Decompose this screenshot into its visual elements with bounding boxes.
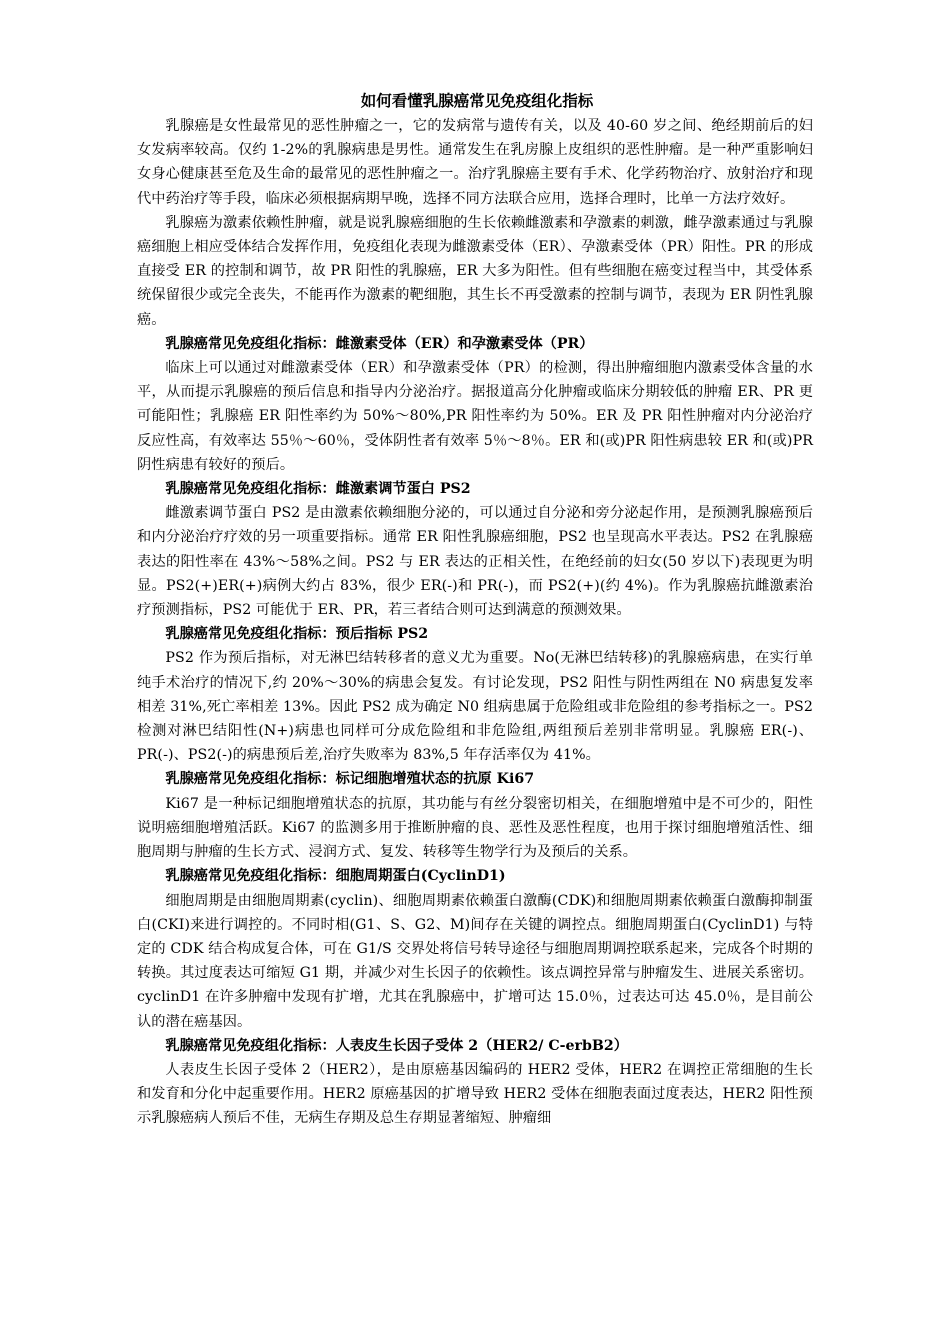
document-page [137, 88, 813, 1131]
section-paragraph: Ki67 是一种标记细胞增殖状态的抗原，其功能与有丝分裂密切相关，在细胞增殖中是不可少的，阳性说明癌细胞增殖活跃。Ki67 的监测多用于推断肿瘤的良、恶性及恶性程度，也用于探讨细胞增殖活性、细胞周期与肿瘤的生长方式、浸润方式、复发、转移等生物学行为及预后的关系。 [137, 795, 813, 861]
section-er-pr [137, 332, 813, 477]
section-heading: 乳腺癌常见免疫组化指标：预后指标 PS2 [165, 626, 429, 643]
section-heading: 乳腺癌常见免疫组化指标：细胞周期蛋白(CyclinD1) [165, 868, 506, 885]
document-title: 如何看懂乳腺癌常见免疫组化指标 [360, 91, 594, 110]
section-heading: 乳腺癌常见免疫组化指标：雌激素调节蛋白 PS2 [165, 481, 471, 498]
section-heading: 乳腺癌常见免疫组化指标：雌激素受体（ER）和孕激素受体（PR） [165, 335, 594, 352]
section-ps2-regulation [137, 477, 813, 622]
section-ki67 [137, 767, 813, 864]
section-paragraph: PS2 作为预后指标，对无淋巴结转移者的意义尤为重要。No(无淋巴结转移)的乳腺癌病患，在实行单纯手术治疗的情况下,约 20%～30%的病患会复发。有讨论发现，PS2 阳性与阴性两组在 N0 病患复发率相差 31%,死亡率相差 13%。因此 PS2 成为确定 N0 组病患属于危险组或非危险组的参考指标之一。PS2 检测对淋巴结阳性(N+)病患也同样可分成危险组和非危险组,两组预后差别非常明显。乳腺癌 ER(-)、PR(-)、PS2(-)的病患预后差,治疗失败率为 83%,5 年存活率仅为 41%。 [137, 650, 813, 764]
section-heading: 乳腺癌常见免疫组化指标：人表皮生长因子受体 2（HER2/ C-erbB2） [165, 1037, 628, 1054]
section-paragraph: 人表皮生长因子受体 2（HER2），是由原癌基因编码的 HER2 受体，HER2 在调控正常细胞的生长和发育和分化中起重要作用。HER2 原癌基因的扩增导致 HER2 受体在细胞表面过度表达，HER2 阳性预示乳腺癌病人预后不佳，无病生存期及总生存期显著缩短、肿瘤细 [137, 1061, 813, 1127]
section-cyclind1 [137, 864, 813, 1033]
section-ps2-prognosis [137, 622, 813, 767]
intro-paragraph-2: 乳腺癌为激素依赖性肿瘤，就是说乳腺癌细胞的生长依赖雌激素和孕激素的刺激，雌孕激素通过与乳腺癌细胞上相应受体结合发挥作用，免疫组化表现为雌激素受体（ER）、孕激素受体（PR）阳性。PR 的形成直接受 ER 的控制和调节，故 PR 阳性的乳腺癌，ER 大多为阳性。但有些细胞在癌变过程当中，其受体系统保留很少或完全丧失，不能再作为激素的靶细胞，其生长不再受激素的控制与调节，表现为 ER 阴性乳腺癌。 [137, 214, 813, 328]
section-paragraph: 雌激素调节蛋白 PS2 是由激素依赖细胞分泌的，可以通过自分泌和旁分泌起作用，是预测乳腺癌预后和内分泌治疗疗效的另一项重要指标。通常 ER 阳性乳腺癌细胞，PS2 也呈现高水平表达。PS2 在乳腺癌表达的阳性率在 43%～58%之间。PS2 与 ER 表达的正相关性，在绝经前的妇女(50 岁以下)表现更为明显。PS2(+)ER(+)病例大约占 83%，很少 ER(-)和 PR(-)，而 PS2(+)(约 4%)。作为乳腺癌抗雌激素治疗预测指标，PS2 可能优于 ER、PR，若三者结合则可达到满意的预测效果。 [137, 505, 813, 619]
section-her2 [137, 1034, 813, 1131]
section-paragraph: 临床上可以通过对雌激素受体（ER）和孕激素受体（PR）的检测，得出肿瘤细胞内激素受体含量的水平，从而提示乳腺癌的预后信息和指导内分泌治疗。据报道高分化肿瘤或临床分期较低的肿瘤 ER、PR 更可能阳性；乳腺癌 ER 阳性率约为 50%～80%,PR 阳性率约为 50%。ER 及 PR 阳性肿瘤对内分泌治疗反应性高，有效率达 55％～60％，受体阴性者有效率 5％～8％。ER 和(或)PR 阳性病患较 ER 和(或)PR 阴性病患有较好的预后。 [137, 360, 813, 473]
section-paragraph: 细胞周期是由细胞周期素(cyclin)、细胞周期素依赖蛋白激酶(CDK)和细胞周期素依赖蛋白激酶抑制蛋白(CKI)来进行调控的。不同时相(G1、S、G2、M)间存在关键的调控点。细胞周期蛋白(CyclinD1) 与特定的 CDK 结合构成复合体，可在 G1/S 交界处将信号转导途径与细胞周期调控联系起来，完成各个时期的转换。其过度表达可缩短 G1 期，并减少对生长因子的依赖性。该点调控异常与肿瘤发生、进展关系密切。cyclinD1 在许多肿瘤中发现有扩增，尤其在乳腺癌中，扩增可达 15.0％，过表达可达 45.0％，是目前公认的潜在癌基因。 [137, 892, 813, 1030]
section-heading: 乳腺癌常见免疫组化指标：标记细胞增殖状态的抗原 Ki67 [165, 771, 535, 788]
intro-paragraph-1: 乳腺癌是女性最常见的恶性肿瘤之一，它的发病常与遗传有关，以及 40-60 岁之间、绝经期前后的妇女发病率较高。仅约 1-2%的乳腺病患是男性。通常发生在乳房腺上皮组织的恶性肿瘤。是一种严重影响妇女身心健康甚至危及生命的最常见的恶性肿瘤之一。治疗乳腺癌主要有手术、化学药物治疗、放射治疗和现代中药治疗等手段，临床必须根据病期早晚，选择不同方法联合应用，选择合理时，比单一方法疗效好。 [137, 118, 813, 207]
